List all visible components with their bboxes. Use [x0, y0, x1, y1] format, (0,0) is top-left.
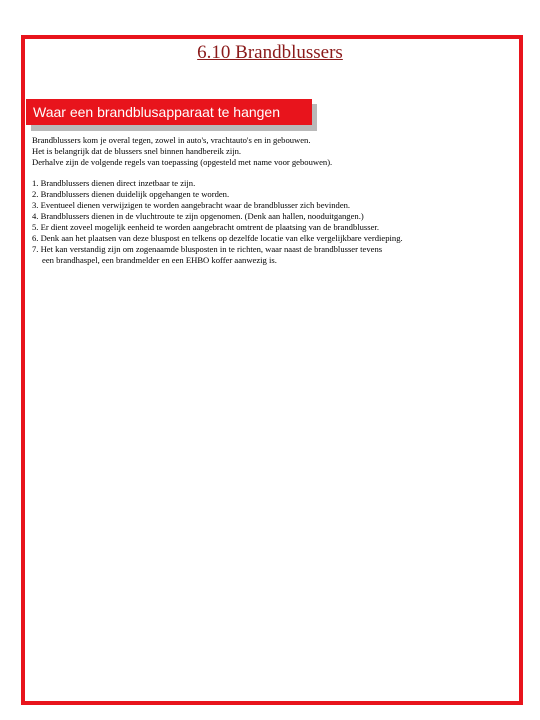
section-banner: Waar een brandblusapparaat te hangen: [26, 99, 312, 125]
intro-line: Brandblussers kom je overal tegen, zowel in auto's, vrachtauto's en in gebouwen.: [32, 135, 311, 145]
intro-line: Derhalve zijn de volgende regels van toepassing (opgesteld met name voor gebouwen).: [32, 157, 333, 167]
intro-line: Het is belangrijk dat de blussers snel binnen handbereik zijn.: [32, 146, 242, 156]
rule-item: 7. Het kan verstandig zijn om zogenaamde blusposten in te richten, waar naast de brandblusser tevens: [32, 244, 383, 254]
content-body: [32, 135, 512, 276]
rule-item: 1. Brandblussers dienen direct inzetbaar te zijn.: [32, 178, 196, 188]
rule-item: 3. Eventueel dienen verwijzigen te worden aangebracht waar de brandblusser zich bevinden.: [32, 200, 351, 210]
page-title: 6.10 Brandblussers: [197, 42, 343, 63]
rule-item: 5. Er dient zoveel mogelijk eenheid te worden aangebracht omtrent de plaatsing van de brandblusser.: [32, 222, 379, 232]
rule-item: 4. Brandblussers dienen in de vluchtroute te zijn opgenomen. (Denk aan hallen, nooduitgangen.): [32, 211, 364, 221]
rule-item: 6. Denk aan het plaatsen van deze bluspost en telkens op dezelfde locatie van elke vergelijkbare verdieping.: [32, 233, 403, 243]
rule-item: 2. Brandblussers dienen duidelijk opgehangen te worden.: [32, 189, 230, 199]
intro-paragraph: [32, 135, 512, 168]
rules-list: [32, 178, 512, 266]
rule-item-continuation: een brandhaspel, een brandmelder en een EHBO koffer aanwezig is.: [42, 255, 277, 265]
